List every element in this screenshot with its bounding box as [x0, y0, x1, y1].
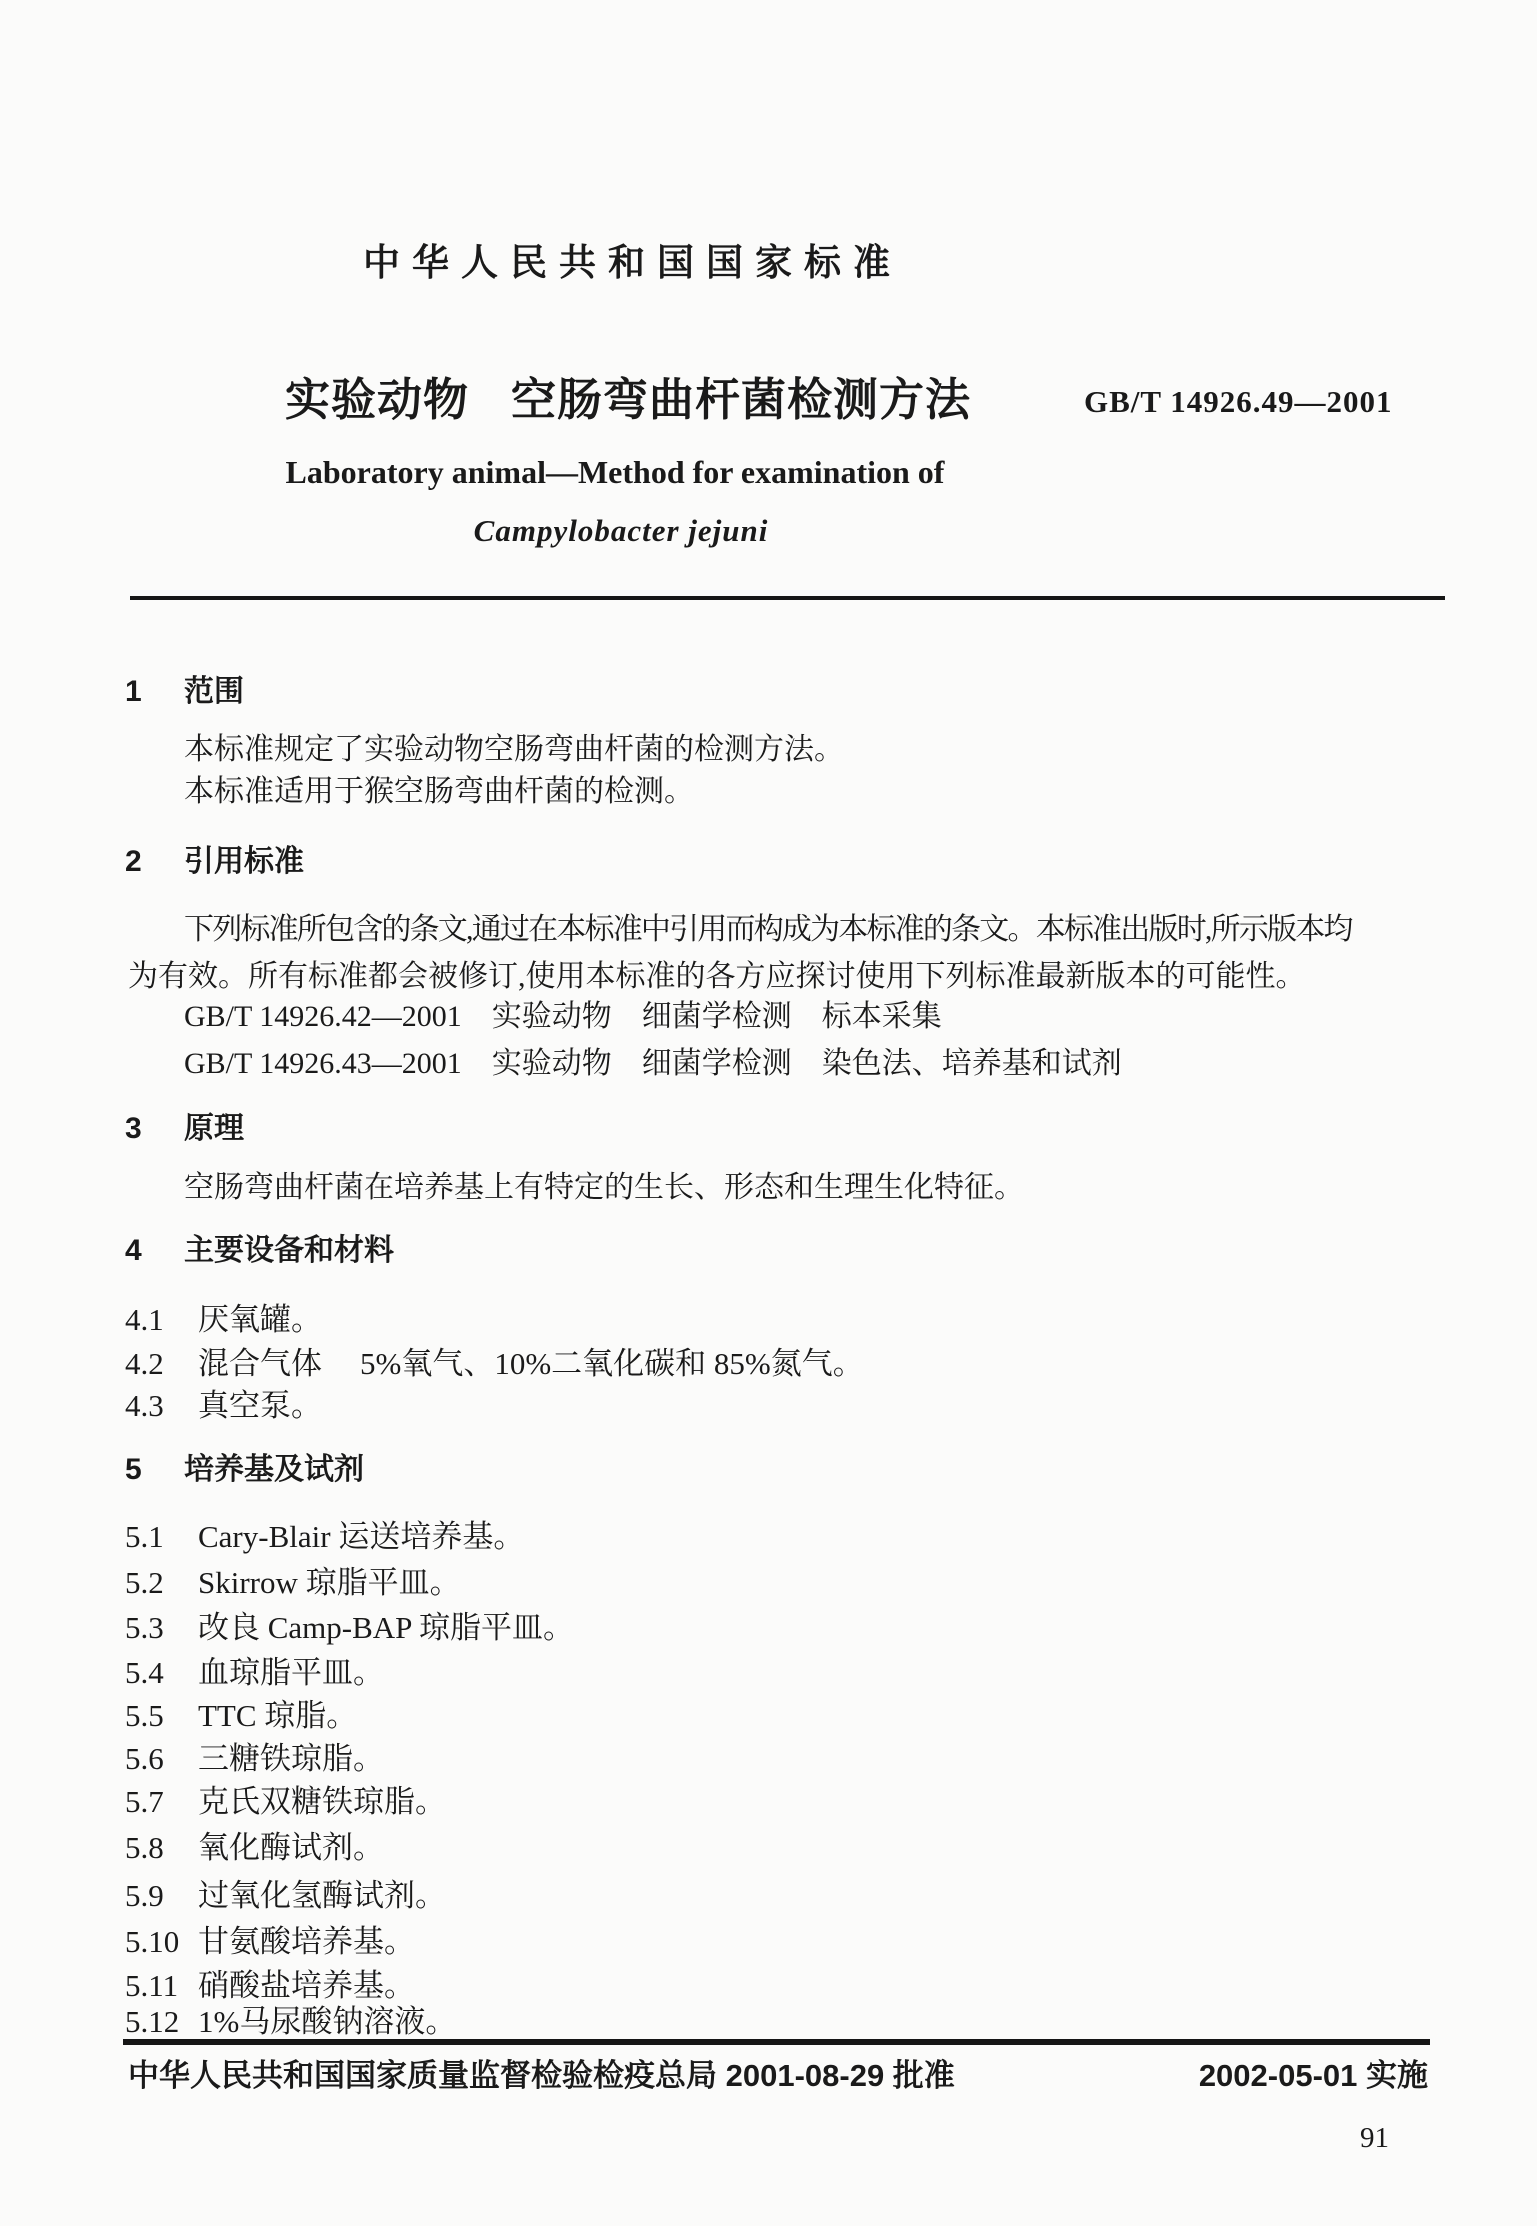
- clause-5-1-number: 5.1: [125, 1519, 164, 1554]
- clause-4-2-number: 4.2: [125, 1346, 164, 1381]
- section-2-heading: [125, 845, 304, 880]
- implementation-note: 2002-05-01 实施: [1198, 2058, 1428, 2093]
- footer-divider-rule: [123, 2039, 1430, 2045]
- clause-4-3-text: 真空泵。: [198, 1388, 322, 1423]
- clause-5-8: [125, 1830, 384, 1866]
- english-title-line1: Laboratory animal—Method for examination of: [285, 454, 945, 490]
- clause-5-7-number: 5.7: [125, 1784, 164, 1819]
- referenced-standard-1-seg3: 标本采集: [821, 1000, 942, 1033]
- section-3-paragraph-1: 空肠弯曲杆菌在培养基上有特定的生长、形态和生理生化特征。: [184, 1171, 1024, 1204]
- section-1-title: 范围: [184, 675, 244, 708]
- referenced-standard-2-seg1: 实验动物: [491, 1047, 612, 1080]
- clause-4-2-label: 混合气体: [198, 1346, 322, 1381]
- clause-5-3: [125, 1610, 574, 1646]
- section-5-number: 5: [125, 1453, 142, 1486]
- referenced-standard-2-code: GB/T 14926.43—2001: [184, 1047, 462, 1080]
- clause-5-5-text: TTC 琼脂。: [198, 1698, 358, 1733]
- clause-5-9-number: 5.9: [125, 1878, 164, 1913]
- clause-4-1-text: 厌氧罐。: [198, 1302, 322, 1337]
- clause-5-7: [125, 1784, 446, 1820]
- referenced-standard-1-code: GB/T 14926.42—2001: [184, 1000, 462, 1033]
- clause-5-12-text: 1%马尿酸钠溶液。: [198, 2004, 457, 2039]
- clause-5-6-number: 5.6: [125, 1741, 164, 1776]
- clause-5-8-text: 氧化酶试剂。: [198, 1830, 384, 1865]
- english-title-line2: Campylobacter jejuni: [473, 513, 769, 548]
- clause-5-3-number: 5.3: [125, 1610, 164, 1645]
- referenced-standard-2-seg2: 细菌学检测: [641, 1047, 792, 1080]
- document-title: [285, 374, 971, 426]
- clause-4-2-text: 5%氧气、10%二氧化碳和 85%氮气。: [360, 1346, 864, 1381]
- clause-5-5-number: 5.5: [125, 1698, 164, 1733]
- section-4-title: 主要设备和材料: [184, 1234, 394, 1267]
- section-1-number: 1: [125, 675, 142, 708]
- footer: [128, 2058, 1428, 2094]
- clause-5-9-text: 过氧化氢酶试剂。: [198, 1878, 446, 1913]
- section-2-paragraph-1: 下列标准所包含的条文,通过在本标准中引用而构成为本标准的条文。本标准出版时,所示版本均: [184, 913, 1352, 946]
- section-1-paragraph-1: 本标准规定了实验动物空肠弯曲杆菌的检测方法。: [184, 733, 844, 766]
- clause-5-6-text: 三糖铁琼脂。: [198, 1741, 384, 1776]
- clause-5-8-number: 5.8: [125, 1830, 164, 1865]
- clause-4-3: [125, 1388, 322, 1424]
- section-2-number: 2: [125, 845, 142, 878]
- clause-4-1-number: 4.1: [125, 1302, 164, 1337]
- referenced-standard-1: [184, 1000, 942, 1035]
- section-5-heading: [125, 1453, 364, 1488]
- clause-5-12: [125, 2004, 456, 2040]
- section-1-heading: [125, 675, 244, 710]
- clause-5-4: [125, 1655, 384, 1691]
- section-1-paragraph-2: 本标准适用于猴空肠弯曲杆菌的检测。: [184, 775, 694, 808]
- clause-4-1: [125, 1302, 322, 1338]
- document-title-part2: 空肠弯曲杆菌检测方法: [511, 374, 972, 425]
- clause-5-9: [125, 1878, 446, 1914]
- section-3-heading: [125, 1112, 244, 1147]
- clause-5-4-text: 血琼脂平皿。: [198, 1655, 384, 1690]
- clause-5-3-text: 改良 Camp-BAP 琼脂平皿。: [198, 1610, 575, 1645]
- clause-5-5: [125, 1698, 357, 1734]
- clause-5-10: [125, 1924, 415, 1960]
- clause-5-1: [125, 1519, 524, 1555]
- referenced-standard-2-seg3: 染色法、培养基和试剂: [821, 1047, 1122, 1080]
- referenced-standard-2: [184, 1047, 1122, 1082]
- clause-5-11-number: 5.11: [125, 1968, 179, 2003]
- clause-5-7-text: 克氏双糖铁琼脂。: [198, 1784, 446, 1819]
- clause-5-4-number: 5.4: [125, 1655, 164, 1690]
- section-5-title: 培养基及试剂: [184, 1453, 364, 1486]
- clause-5-10-text: 甘氨酸培养基。: [198, 1924, 415, 1959]
- standard-code: GB/T 14926.49—2001: [1084, 384, 1393, 419]
- clause-4-3-number: 4.3: [125, 1388, 164, 1423]
- clause-5-2-text: Skirrow 琼脂平皿。: [198, 1565, 461, 1600]
- page-number: 91: [1360, 2122, 1389, 2154]
- section-4-number: 4: [125, 1234, 142, 1267]
- clause-5-2: [125, 1565, 461, 1601]
- header-divider-rule: [130, 596, 1445, 600]
- section-3-number: 3: [125, 1112, 142, 1145]
- referenced-standard-1-seg2: 细菌学检测: [641, 1000, 792, 1033]
- section-2-title: 引用标准: [184, 845, 304, 878]
- section-3-title: 原理: [184, 1112, 244, 1145]
- clause-5-10-number: 5.10: [125, 1924, 180, 1959]
- referenced-standard-1-seg1: 实验动物: [491, 1000, 612, 1033]
- clause-5-6: [125, 1741, 384, 1777]
- clause-5-12-number: 5.12: [125, 2004, 180, 2039]
- clause-5-2-number: 5.2: [125, 1565, 164, 1600]
- clause-5-1-text: Cary-Blair 运送培养基。: [198, 1519, 525, 1554]
- clause-5-11: [125, 1968, 415, 2004]
- section-2-paragraph-2: 为有效。所有标准都会被修订,使用本标准的各方应探讨使用下列标准最新版本的可能性。: [128, 960, 1306, 993]
- approval-note: 中华人民共和国国家质量监督检验检疫总局 2001-08-29 批准: [128, 2058, 955, 2093]
- section-4-heading: [125, 1234, 394, 1269]
- document-title-part1: 实验动物: [285, 374, 470, 425]
- clause-5-11-text: 硝酸盐培养基。: [198, 1968, 415, 2003]
- clause-4-2: [125, 1346, 864, 1382]
- national-standard-header: 中华人民共和国国家标准: [363, 242, 902, 283]
